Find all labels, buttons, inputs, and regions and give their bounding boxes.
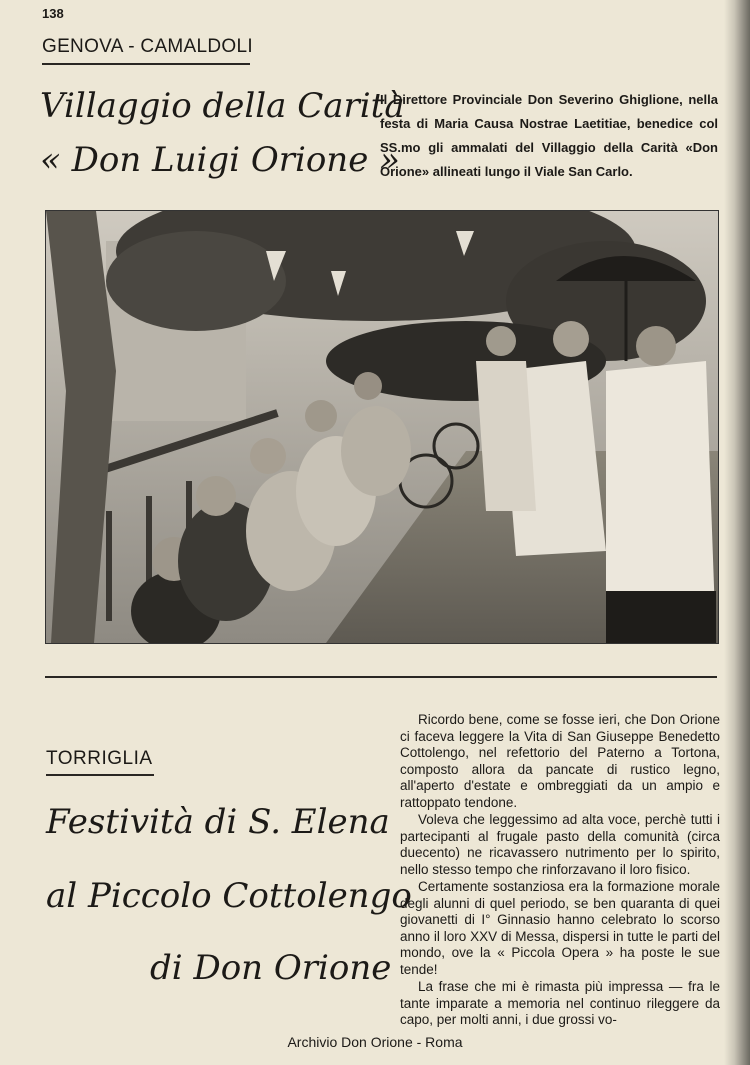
section-label-torriglia: TORRIGLIA	[46, 748, 153, 769]
section-label-genova: GENOVA - CAMALDOLI	[42, 36, 253, 57]
article-body	[400, 712, 720, 1030]
article-title-line: Festività di S. Elena	[46, 802, 390, 842]
article-title-line: Villaggio della Carità	[40, 86, 405, 126]
article-paragraph: La frase che mi è rimasta più impressa — fra le tante imparate a memoria nel continuo rileggere da capo, per molti anni, i due grossi vo-	[400, 979, 720, 1027]
article-paragraph: Voleva che leggessimo ad alta voce, perchè tutti i partecipanti al frugale pasto della comunità (circa duecento) ne ricavassero nutrimento per lo spirito, nello stesso tempo che rinforzavano il loro fisico.	[400, 812, 720, 877]
archive-footer: Archivio Don Orione - Roma	[287, 1034, 463, 1050]
section-label-underline	[42, 63, 250, 65]
article-title-line: di Don Orione	[150, 948, 392, 988]
section-divider	[45, 676, 717, 678]
article-title-line: al Piccolo Cottolengo	[46, 876, 412, 916]
article-paragraph: Ricordo bene, come se fosse ieri, che Don Orione ci faceva leggere la Vita di San Giuseppe Benedetto Cottolengo, nel refettorio del Paterno a Tortona, composto allora da pancate di rustico legno, all'aperto d'estate e ombreggiati da un ampio e rattoppato tendone.	[400, 712, 720, 810]
page-edge-shadow	[724, 0, 750, 1065]
article-paragraph: Certamente sostanziosa era la formazione morale degli alunni di quel periodo, se ben quaranta di quei giovanetti di I° Ginnasio hanno celebrato lo scorso anno il loro XXV di Messa, dispersi in tutte le parti del mondo, ove la « Piccola Opera » ha poste le sue tende!	[400, 879, 720, 977]
page-number: 138	[42, 6, 64, 21]
blessing-photo	[45, 210, 719, 644]
photo-caption: Il Direttore Provinciale Don Severino Ghiglione, nella festa di Maria Causa Nostrae Laetitiae, benedice col SS.mo gli ammalati del Villaggio della Carità «Don Orione» allineati lungo il Viale San Carlo.	[380, 92, 718, 179]
article-title-line: « Don Luigi Orione »	[40, 140, 400, 180]
section-label-underline	[46, 774, 154, 776]
